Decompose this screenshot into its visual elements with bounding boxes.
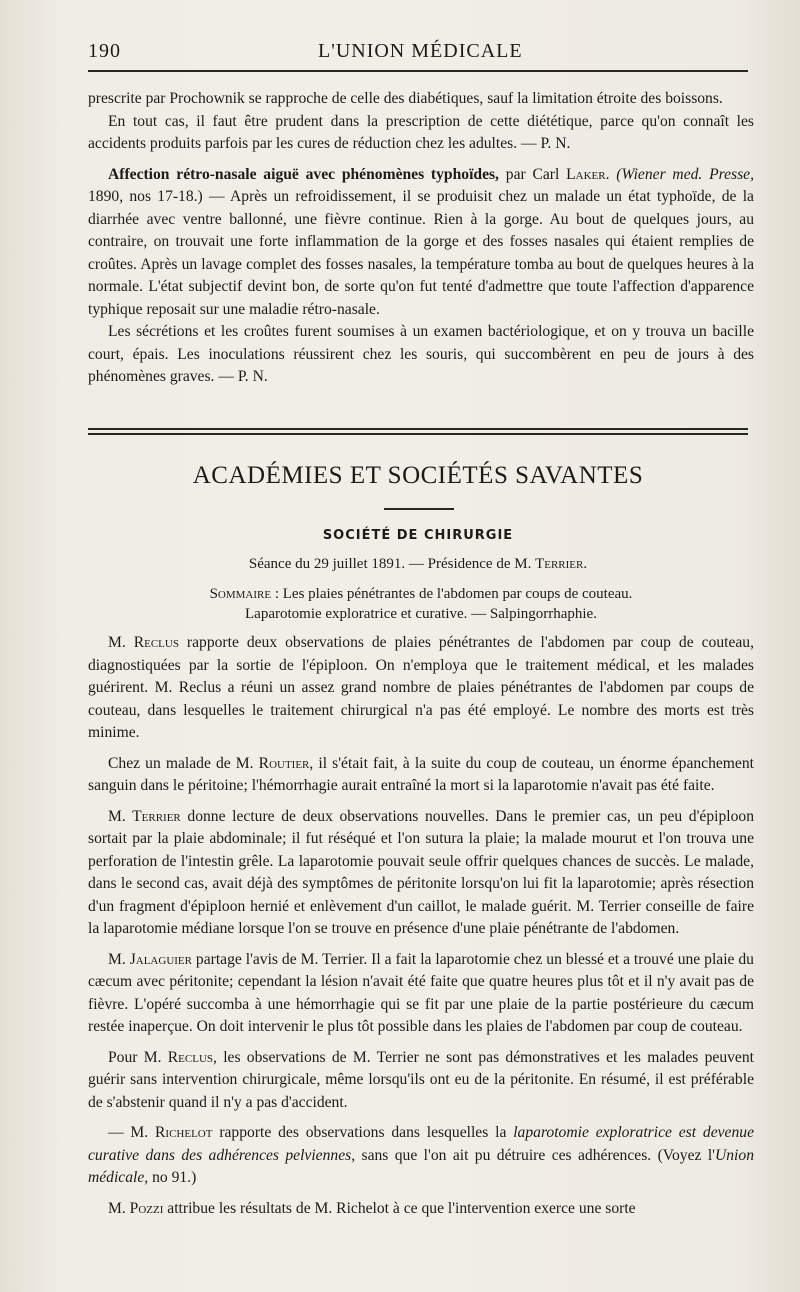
speaker-reclus-2: Reclus xyxy=(161,1048,214,1066)
article-paragraph-2: Les sécrétions et les croûtes furent soumises à un examen bactériologique, et on y trouva un bacille court, épais. Les inoculations réussirent chez les souris, qui succombèrent en peu de jours à des phénomènes graves. — P. N. xyxy=(88,323,754,385)
speaker-terrier: M. Terrier xyxy=(108,807,181,825)
paragraph-terrier xyxy=(88,806,754,941)
paragraph-richelot-text-a: rapporte des observations dans lesquelles la xyxy=(212,1124,514,1141)
session-line xyxy=(88,556,748,573)
article-paragraph xyxy=(88,164,754,322)
society-name: SOCIÉTÉ DE CHIRURGIE xyxy=(322,528,514,543)
paragraph-richelot-journal: Union médicale, xyxy=(88,1146,754,1186)
paragraph-pozzi-text: attribue les résultats de M. Richelot à ce que l'intervention exerce une sorte xyxy=(163,1199,636,1217)
paragraph-richelot-text-b: sans que l'on ait pu détruire ces adhérences. (Voyez l' xyxy=(355,1146,715,1164)
paragraph-jalaguier xyxy=(88,949,754,1039)
paragraph-reclus-2-lead: Pour M. xyxy=(108,1048,162,1066)
paragraph-routier xyxy=(88,753,754,798)
page-number: 190 xyxy=(88,40,121,62)
article-source-rest: 1890, nos 17-18.) xyxy=(88,188,203,205)
article-body: — Après un refroidissement, il se produisit chez un malade un état typhoïde, de la diarrhée avec ventre ballonné, une fièvre continue. Rien à la gorge. Au bout de quelques jours, au contraire, on trouvait une forte inflammation de la gorge et des fosses nasales qui étaient remplies de croûtes. Après un lavage complet des fosses nasales, la température tomba au bout de quelques heures à la normale. L'état subjectif devint bon, de sorte qu'on fut tenté d'admettre que toute l'affection d'apparence typhique reposait sur une maladie rétro-nasale. xyxy=(88,188,754,318)
session-date: Séance du 29 juillet 1891. — Présidence de M. xyxy=(248,556,532,572)
article-source: (Wiener med. Presse, xyxy=(616,165,754,183)
paragraph-richelot-italic: laparotomie exploratrice est devenue curative dans des adhérences pelviennes, xyxy=(88,1124,754,1164)
paragraph-pozzi xyxy=(88,1198,754,1221)
paragraph-richelot xyxy=(88,1122,754,1190)
speaker-reclus: M. Reclus xyxy=(108,634,179,651)
running-title: L'UNION MÉDICALE xyxy=(318,40,523,62)
paragraph-routier-text: , il s'était fait, à la suite du coup de couteau, un énorme épanchement sanguin dans le péritoine; l'hémorrhagie aurait entraîné la mort si la laparotomie n'avait pas été faite. xyxy=(88,754,754,794)
article-title: Affection rétro-nasale aiguë avec phénomènes typhoïdes, xyxy=(108,165,499,183)
paragraph-routier-lead: Chez un malade de M. xyxy=(108,754,254,772)
summary-text-1: : Les plaies pénétrantes de l'abdomen par coups de couteau. xyxy=(271,586,633,602)
article-author-prefix: par Carl xyxy=(505,165,560,183)
summary-label: Sommaire xyxy=(209,586,272,602)
speaker-richelot: — M. Richelot xyxy=(108,1124,213,1141)
paragraph-reclus-2 xyxy=(88,1047,754,1115)
paragraph-reclus-2-text: , les observations de M. Terrier ne sont pas démonstratives et les malades peuvent guérir sans intervention chirurgicale, même lorsqu'ils ont eu de la péritonite. En résumé, il est préférable de s'abstenir quand il n'y a pas d'accident. xyxy=(88,1048,754,1111)
summary-block xyxy=(88,584,754,624)
speaker-routier: Routier xyxy=(253,754,310,772)
article-author: Laker. xyxy=(566,165,610,183)
paragraph-jalaguier-text: partage l'avis de M. Terrier. Il a fait la laparotomie chez un blessé et a trouvé une plaie du cæcum avec péritonite; cependant la lésion n'avait été faite que quatre heures plus tôt et il n'y avait pas de fièvre. L'opéré succomba à une hémorrhagie qui se fit par une plaie de la partie postérieure du cæcum restée inaperçue. On doit intervenir le plus tôt possible dans les plaies de l'abdomen par coup de couteau. xyxy=(88,950,754,1035)
speaker-pozzi: M. Pozzi xyxy=(108,1199,164,1217)
section-title: ACADÉMIES ET SOCIÉTÉS SAVANTES xyxy=(192,462,644,489)
paragraph-terrier-text: donne lecture de deux observations nouvelles. Dans le premier cas, un peu d'épiploon sortait par la plaie abdominale; il fut réséqué et l'on sutura la plaie; la malade mourut et l'on trouva une perforation de l'intestin grêle. La laparotomie pouvait seule offrir quelques chances de succès. Le malade, dans le second cas, avait déjà des symptômes de péritonite lorsqu'on lui fit la laparotomie; après résection d'un fragment d'épiploon hernié et enlèvement d'un caillot, le malade guérit. M. Terrier conseille de faire la laparotomie médiane lorsque l'on se trouve en présence d'une plaie pénétrante de l'abdomen. xyxy=(88,807,754,937)
summary-text-2: Laparotomie exploratrice et curative. — Salpingorrhaphie. xyxy=(245,606,597,622)
paragraph-reclus xyxy=(88,632,754,745)
session-president: Terrier. xyxy=(535,556,588,572)
section-divider xyxy=(88,428,748,435)
header-rule xyxy=(88,70,748,72)
top-text-block xyxy=(88,88,754,389)
society-text-block xyxy=(88,632,754,1220)
running-header xyxy=(88,40,748,70)
paragraph-prudence: En tout cas, il faut être prudent dans la prescription de cette diététique, parce qu'on connaît les accidents produits parfois par les cures de réduction chez les adultes. — P. N. xyxy=(88,112,754,152)
title-rule xyxy=(384,508,454,510)
paragraph-richelot-text-c: no 91.) xyxy=(148,1169,197,1186)
paragraph-reclus-text: rapporte deux observations de plaies pénétrantes de l'abdomen par coup de couteau, diagnostiquées par la sortie de l'épiploon. On n'employa que le traitement médical, et les malades guérirent. M. Reclus a réuni un assez grand nombre de plaies pénétrantes de l'abdomen par coups de couteau, dans lesquelles le traitement chirurgical n'a pas été employé. Le nombre des morts est très minime. xyxy=(88,634,754,741)
speaker-jalaguier: M. Jalaguier xyxy=(108,950,192,968)
continued-paragraph: prescrite par Prochownik se rapproche de celle des diabétiques, sauf la limitation étroite des boissons. xyxy=(88,90,723,107)
summary-line-1 xyxy=(88,584,754,604)
